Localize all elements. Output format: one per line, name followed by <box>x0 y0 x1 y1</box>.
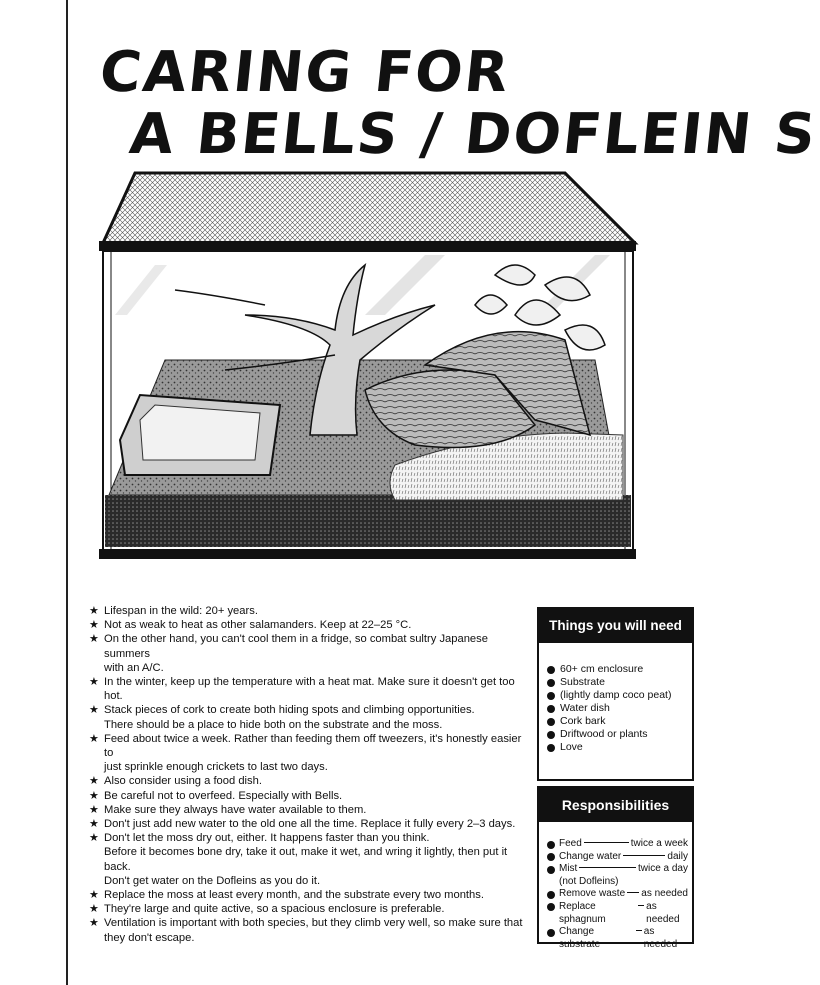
note-item: ★ Lifespan in the wild: 20+ years. <box>89 605 258 617</box>
needs-item: Driftwood or plants <box>547 728 688 741</box>
note-item: ★ In the winter, keep up the temperature with a heat mat. Make sure it doesn't get too hot. <box>89 676 515 703</box>
resp-item: Change water daily <box>547 851 688 864</box>
note-item: ★ Stack pieces of cork to create both hiding spots and climbing opportunities. There should be a place to hide both on the substrate and the moss. <box>89 704 475 731</box>
responsibilities-heading: Responsibilities <box>539 788 692 822</box>
needs-item: Substrate <box>547 676 688 689</box>
page-title-line-2: A BELLS / DOFLEIN S <box>126 102 820 167</box>
note-item: ★ On the other hand, you can't cool them in a fridge, so combat sultry Japanese summers with an A/C. <box>89 633 488 674</box>
resp-item: Replace sphagnum as needed <box>547 901 688 926</box>
terrarium-illustration <box>95 165 640 570</box>
needs-item: Love <box>547 741 688 754</box>
resp-item-note: (not Dofleins) <box>559 875 619 887</box>
resp-item: Remove waste as needed <box>547 888 688 901</box>
resp-item: Change substrate as needed <box>547 926 688 951</box>
mesh-lid <box>103 173 635 243</box>
page-title-line-1: CARING FOR <box>96 40 514 105</box>
water-dish <box>120 395 280 475</box>
note-item: ★ They're large and quite active, so a spacious enclosure is preferable. <box>89 903 445 916</box>
note-item: ★ Make sure they always have water available to them. <box>89 803 367 816</box>
resp-item: Feed twice a week <box>547 838 688 851</box>
needs-item: 60+ cm enclosure <box>547 663 688 676</box>
needs-item: Cork bark <box>547 715 688 728</box>
note-item: ★ Don't just add new water to the old one all the time. Replace it fully every 2–3 days. <box>89 818 516 831</box>
note-item: ★ Not as weak to heat as other salamanders. Keep at 22–25 °C. <box>89 619 412 632</box>
care-notes-list <box>88 604 523 945</box>
note-item: ★ Be careful not to overfeed. Especially with Bells. <box>89 789 343 802</box>
needs-item-note: (lightly damp coco peat) <box>547 689 688 702</box>
note-item: ★ Also consider using a food dish. <box>89 775 262 788</box>
note-item: ★ Ventilation is important with both species, but they climb very well, so make sure that they don't escape. <box>89 917 523 944</box>
things-needed-box <box>537 607 694 781</box>
note-item: ★ Replace the moss at least every month, and the substrate every two months. <box>89 889 484 902</box>
things-needed-heading: Things you will need <box>539 609 692 643</box>
needs-item: Water dish <box>547 702 688 715</box>
resp-item: Mist twice a day <box>547 863 688 876</box>
page-edge-line <box>66 0 68 985</box>
note-item: ★ Don't let the moss dry out, either. It happens faster than you think. Before it becomes bone dry, take it out, make it wet, and wring it lightly, then put it back. Don't get water on the Dofleins as you do it. <box>89 832 508 887</box>
responsibilities-box <box>537 786 694 950</box>
note-item: ★ Feed about twice a week. Rather than feeding them off tweezers, it's honestly easier to just sprinkle enough crickets to last two days. <box>89 732 522 774</box>
